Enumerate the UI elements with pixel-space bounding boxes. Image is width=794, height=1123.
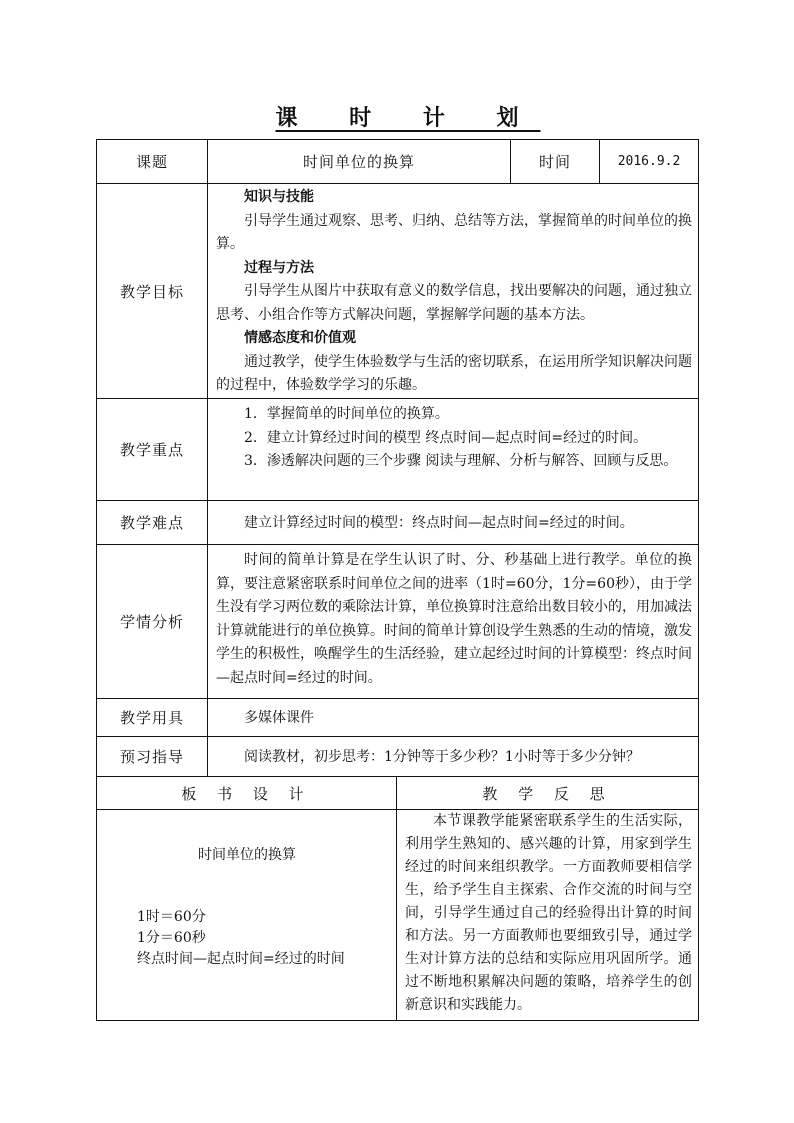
page-title: 课 时 计 划 (275, 106, 541, 131)
tools-content (207, 698, 699, 736)
analysis-content (207, 544, 699, 698)
key-points-label-cell (96, 398, 207, 500)
emotion-text: 通过教学，使学生体验数学与生活的密切联系，在运用所学知识解决问题的过程中，体验数学学习的乐趣。 (216, 353, 692, 393)
date-cell (599, 139, 699, 183)
board-line: 终点时间—起点时间=经过的时间 (137, 951, 345, 967)
difficulty-label: 教学难点 (119, 514, 184, 532)
difficulty-label-cell (96, 500, 207, 544)
difficulty-text: 建立计算经过时间的模型：终点时间—起点时间=经过的时间。 (244, 514, 634, 531)
objectives-label: 教学目标 (119, 282, 184, 301)
board-header: 板 书 设 计 (181, 784, 312, 803)
key-point-item: 2．建立计算经过时间的模型 终点时间—起点时间=经过的时间。 (244, 429, 648, 446)
preview-text: 阅读教材，初步思考：1分钟等于多少秒？1小时等于多少分钟？ (244, 748, 640, 765)
board-header-cell (96, 776, 396, 809)
key-point-item: 3．渗透解决问题的三个步骤 阅读与理解、分析与解答、回顾与反思。 (244, 453, 678, 469)
tools-label-cell (96, 698, 207, 736)
difficulty-content (207, 500, 699, 544)
knowledge-title: 知识与技能 (244, 189, 314, 205)
knowledge-text: 引导学生通过观察、思考、归纳、总结等方法，掌握简单的时间单位的换算。 (216, 212, 692, 252)
preview-label-cell (96, 736, 207, 776)
topic-label-cell (96, 139, 207, 183)
topic-value: 时间单位的换算 (302, 153, 415, 171)
time-label-cell (510, 139, 599, 183)
key-point-item: 1．掌握简单的时间单位的换算。 (244, 406, 449, 422)
emotion-title: 情感态度和价值观 (244, 330, 356, 346)
reflection-text: 本节课教学能紧密联系学生的生活实际，利用学生熟知的、感兴趣的计算，用家到学生经过的时间来组织教学。一方面教师要相信学生，给予学生自主探索、合作交流的时间与空间，引导学生通过自己的经验得出计算的时间和方法。另一方面教师也要细致引导，通过学生对计算方法的总结和实际应用巩固所学。通过不断地积累解决问题的策略，培养学生的创新意识和实践能力。 (405, 813, 692, 1013)
board-line: 1分＝60秒 (137, 930, 206, 946)
process-text: 引导学生从图片中获取有意义的数学信息，找出要解决的问题，通过独立思考、小组合作等方式解决问题，掌握解学问题的基本方法。 (216, 283, 692, 323)
tools-label: 教学用具 (119, 709, 184, 727)
time-label: 时间 (538, 153, 571, 171)
key-points-label: 教学重点 (119, 441, 184, 459)
preview-content (207, 736, 699, 776)
key-points-content (207, 398, 699, 500)
board-title: 时间单位的换算 (198, 847, 296, 863)
reflection-content (396, 809, 699, 1021)
analysis-label-cell (96, 544, 207, 698)
preview-label: 预习指导 (119, 748, 184, 766)
analysis-text: 时间的简单计算是在学生认识了时、分、秒基础上进行教学。单位的换算，要注意紧密联系时间单位之间的进率（1时=60分，1分=60秒），由于学生没有学习两位数的乘除法计算，单位换算时注意给出数目较小的，用加减法计算就能进行的单位换算。时间的简单计算创设学生熟悉的生动的情境，激发学生的积极性，唤醒学生的生活经验，建立起经过时间的计算模型：终点时间—起点时间=经过的时间。 (216, 552, 692, 686)
board-content (96, 809, 396, 1021)
tools-text: 多媒体课件 (244, 709, 314, 726)
analysis-label: 学情分析 (119, 613, 184, 631)
reflection-header-cell (396, 776, 699, 809)
topic-label: 课题 (135, 153, 168, 171)
process-title: 过程与方法 (244, 259, 314, 276)
objectives-content (207, 183, 699, 398)
topic-cell (207, 139, 510, 183)
reflection-header: 教 学 反 思 (482, 784, 613, 803)
objectives-label-cell (96, 183, 207, 398)
board-line: 1时＝60分 (137, 909, 206, 925)
date-value: 2016.9.2 (617, 154, 681, 169)
